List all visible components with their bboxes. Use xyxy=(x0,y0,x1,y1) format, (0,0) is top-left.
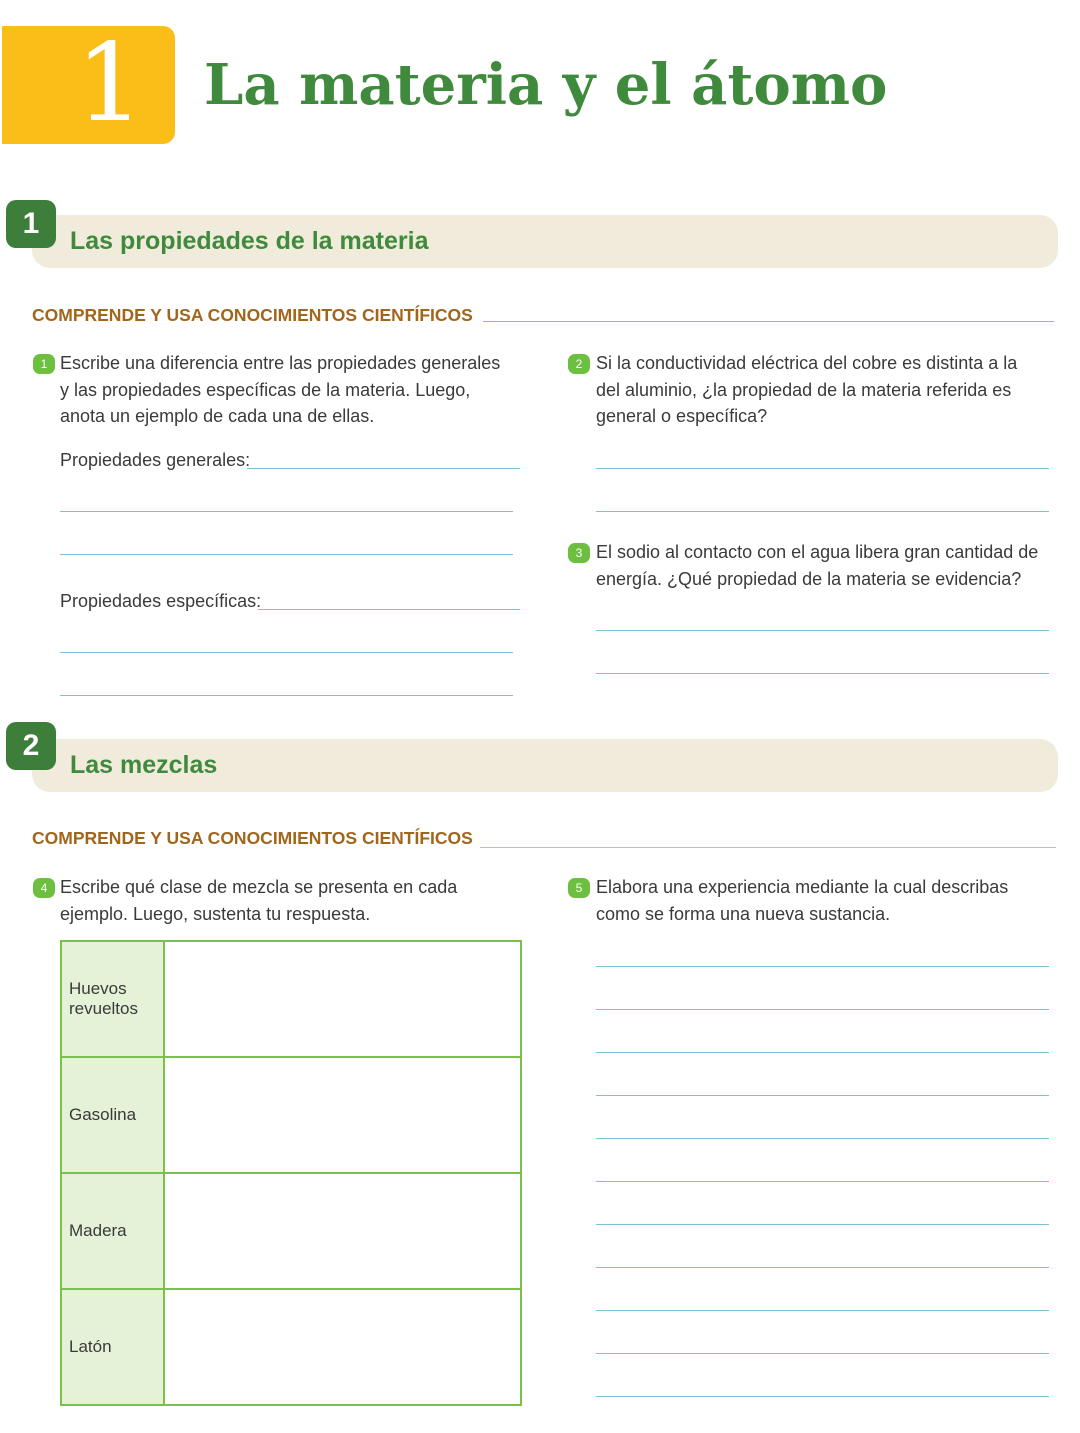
question-3-bullet: 3 xyxy=(568,543,590,563)
question-5-answer-line[interactable] xyxy=(596,1267,1049,1268)
table-answer-cell[interactable] xyxy=(164,941,521,1057)
specific-properties-answer-line[interactable] xyxy=(60,652,513,653)
chapter-title: La materia y el átomo xyxy=(204,52,888,118)
question-2-line-1: Si la conductividad eléctrica del cobre es distinta a la xyxy=(596,353,1018,373)
question-5-answer-line[interactable] xyxy=(596,1181,1049,1182)
section-1-number: 1 xyxy=(6,200,56,248)
specific-properties-label: Propiedades específicas: xyxy=(60,591,262,611)
table-row xyxy=(61,1057,521,1173)
question-2-bullet: 2 xyxy=(568,354,590,374)
section-2-title: Las mezclas xyxy=(70,751,218,779)
table-row xyxy=(61,1173,521,1289)
table-row-label-line: revueltos xyxy=(69,999,138,1018)
section-2-competency: COMPRENDE Y USA CONOCIMIENTOS CIENTÍFICOS xyxy=(32,828,473,848)
question-5-answer-line[interactable] xyxy=(596,1396,1049,1397)
table-answer-cell[interactable] xyxy=(164,1289,521,1405)
question-3-line-1: El sodio al contacto con el agua libera gran cantidad de xyxy=(596,542,1039,562)
question-2-line-2: del aluminio, ¿la propiedad de la materia referida es xyxy=(596,379,1012,400)
table-row-label xyxy=(61,941,164,1057)
question-3-answer-line[interactable] xyxy=(596,630,1049,631)
question-1-line-3: anota un ejemplo de cada una de ellas. xyxy=(60,406,375,426)
specific-properties-answer-line[interactable] xyxy=(258,609,520,610)
table-row-label-line: Huevos xyxy=(69,979,127,998)
question-2-answer-line[interactable] xyxy=(596,511,1049,512)
table-row-label-line: Latón xyxy=(69,1337,112,1356)
table-answer-cell[interactable] xyxy=(164,1057,521,1173)
question-5-answer-line[interactable] xyxy=(596,1052,1049,1053)
question-5-answer-line[interactable] xyxy=(596,1353,1049,1354)
question-3-text xyxy=(596,539,1066,592)
question-1-line-2: y las propiedades específicas de la materia. Luego, xyxy=(60,379,471,400)
table-row-label xyxy=(61,1289,164,1405)
question-5-answer-line[interactable] xyxy=(596,966,1049,967)
section-1-title: Las propiedades de la materia xyxy=(70,227,429,255)
specific-properties-answer-line[interactable] xyxy=(60,695,513,696)
question-2-text xyxy=(596,350,1056,430)
table-row xyxy=(61,941,521,1057)
table-row-label-line: Madera xyxy=(69,1221,127,1240)
general-properties-answer-line[interactable] xyxy=(247,468,520,469)
question-5-answer-line[interactable] xyxy=(596,1310,1049,1311)
question-4-line-2: ejemplo. Luego, sustenta tu respuesta. xyxy=(60,903,371,924)
question-1-bullet: 1 xyxy=(33,354,55,374)
question-3-line-2: energía. ¿Qué propiedad de la materia se evidencia? xyxy=(596,568,1022,589)
section-2-number: 2 xyxy=(6,722,56,770)
general-properties-answer-line[interactable] xyxy=(60,511,513,512)
question-4-text xyxy=(60,874,530,927)
general-properties-answer-line[interactable] xyxy=(60,554,513,555)
question-5-line-2: como se forma una nueva sustancia. xyxy=(596,903,891,924)
question-5-answer-line[interactable] xyxy=(596,1224,1049,1225)
question-5-answer-line[interactable] xyxy=(596,1009,1049,1010)
question-3-answer-line[interactable] xyxy=(596,673,1049,674)
question-5-text xyxy=(596,874,1066,927)
question-5-answer-line[interactable] xyxy=(596,1095,1049,1096)
mixtures-table xyxy=(60,940,522,1406)
question-5-line-1: Elabora una experiencia mediante la cual describas xyxy=(596,877,1009,897)
question-4-line-1: Escribe qué clase de mezcla se presenta en cada xyxy=(60,877,458,897)
question-4-bullet: 4 xyxy=(33,878,55,898)
question-1-line-1: Escribe una diferencia entre las propiedades generales xyxy=(60,353,501,373)
chapter-number: 1 xyxy=(75,21,145,146)
section-1-competency: COMPRENDE Y USA CONOCIMIENTOS CIENTÍFICOS xyxy=(32,305,473,325)
table-row xyxy=(61,1289,521,1405)
table-row-label-line: Gasolina xyxy=(69,1105,137,1124)
question-5-answer-line[interactable] xyxy=(596,1138,1049,1139)
question-5-bullet: 5 xyxy=(568,878,590,898)
table-row-label xyxy=(61,1057,164,1173)
question-2-line-3: general o específica? xyxy=(596,406,768,426)
section-2-competency-rule xyxy=(480,847,1056,848)
table-row-label xyxy=(61,1173,164,1289)
section-1-competency-rule xyxy=(483,321,1054,322)
general-properties-label: Propiedades generales: xyxy=(60,450,251,470)
table-answer-cell[interactable] xyxy=(164,1173,521,1289)
question-1-text xyxy=(60,350,540,430)
question-2-answer-line[interactable] xyxy=(596,468,1049,469)
